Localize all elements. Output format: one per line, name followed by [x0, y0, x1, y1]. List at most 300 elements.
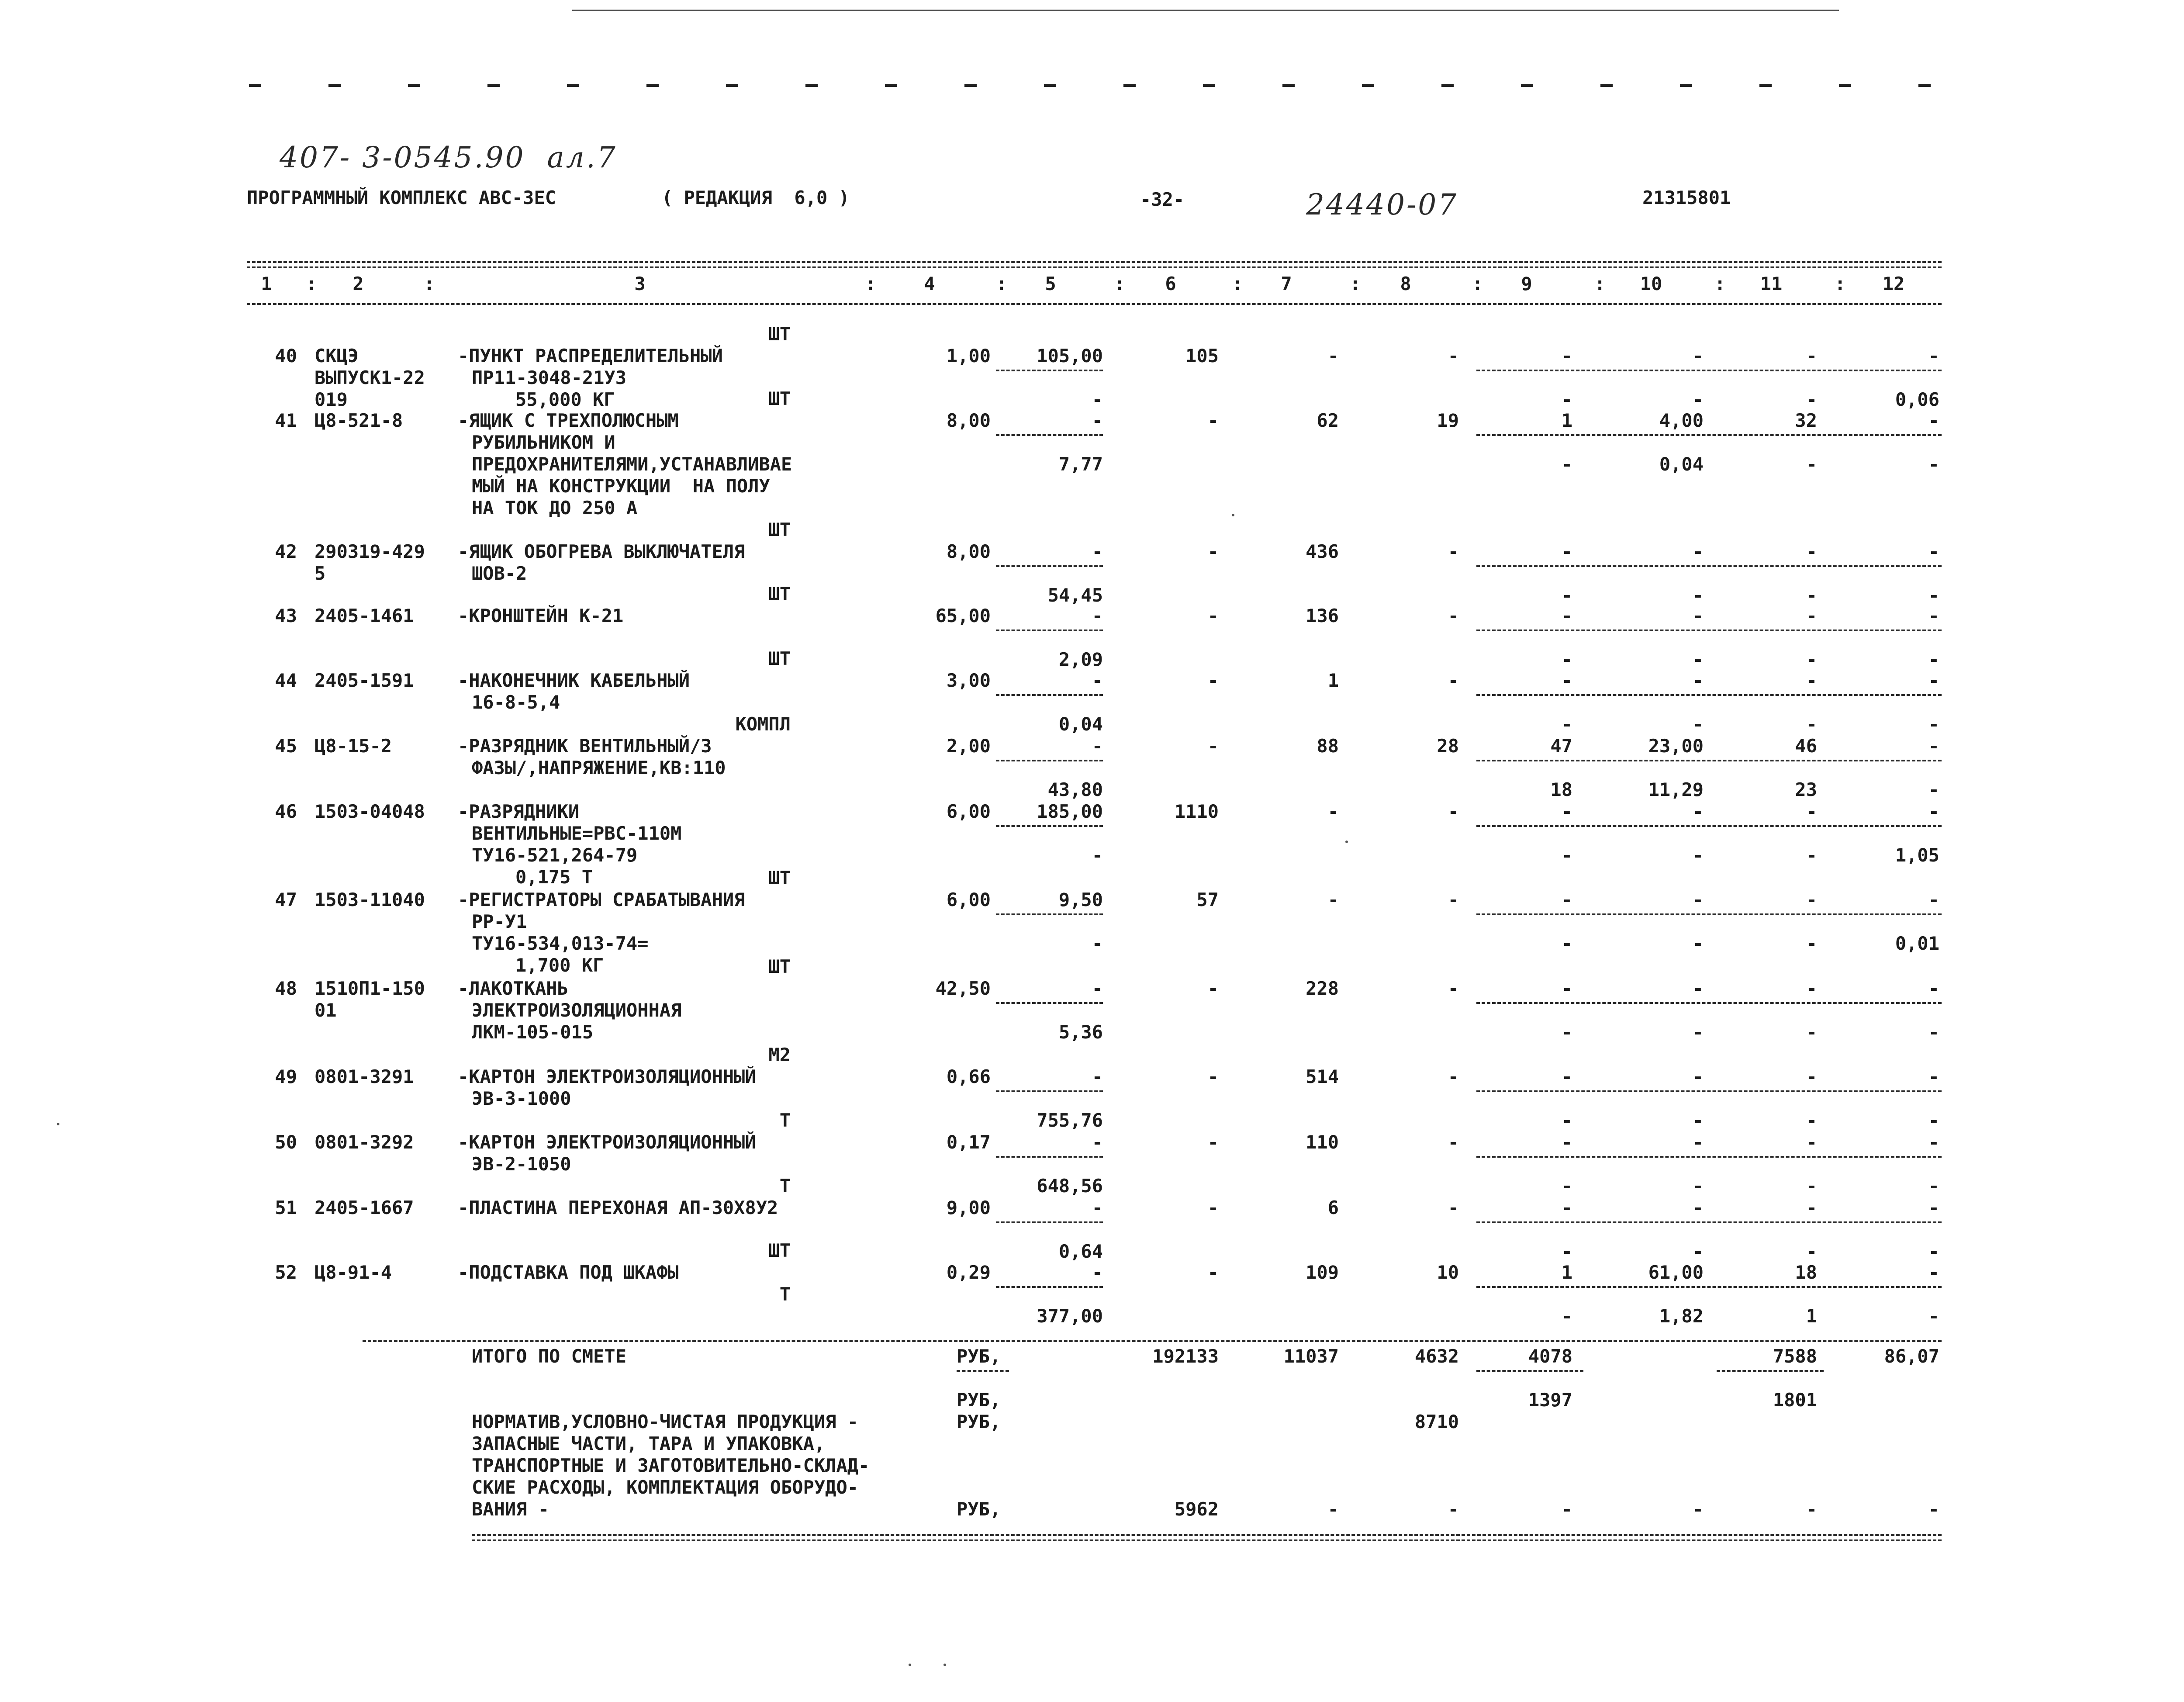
overhead-cell: 1 [1561, 1262, 1572, 1283]
column-header-3: 3 [634, 273, 646, 294]
column-header-6: 6 [1165, 273, 1176, 294]
top-dash [1680, 84, 1692, 87]
overhead-sub-cell: - [1692, 649, 1704, 670]
totals-unit-2: РУБ, [957, 1389, 1001, 1411]
totals-col12: 86,07 [1884, 1346, 1939, 1367]
overhead-cell: - [1928, 978, 1939, 999]
row-description-line: РР-У1 [472, 911, 527, 932]
top-dash [726, 84, 738, 87]
row-description-line: -ПУНКТ РАСПРЕДЕЛИТЕЛЬНЫЙ [458, 345, 723, 367]
bottom-rule-b [472, 1539, 1942, 1541]
machine-cell: 19 [1437, 410, 1459, 431]
row-description-line: ЛКМ-105-015 [472, 1021, 594, 1043]
overhead-cell: - [1692, 1131, 1704, 1153]
overhead-sub-cell: - [1561, 585, 1572, 606]
overhead-rule [1476, 370, 1942, 371]
price-cell: - [1092, 978, 1103, 999]
unit-label: ШТ [768, 648, 791, 669]
unit-label: ШТ [768, 867, 791, 889]
cost-cell: - [1207, 541, 1219, 562]
overhead-sub-cell: - [1928, 1110, 1939, 1131]
top-dash [1044, 84, 1056, 87]
overhead-sub-cell: - [1692, 933, 1704, 954]
price-rule [996, 630, 1103, 631]
overhead-cell: - [1692, 541, 1704, 562]
top-dash [1839, 84, 1851, 87]
labor-cell: 62 [1317, 410, 1339, 431]
overhead-cell: - [1561, 605, 1572, 626]
price-rule [996, 1221, 1103, 1223]
top-dash [487, 84, 500, 87]
overhead-cell: - [1928, 410, 1939, 431]
row-description-line: НА ТОК ДО 250 А [472, 497, 638, 519]
price-sub-cell: 2,09 [1058, 649, 1103, 670]
overhead-cell: - [1928, 889, 1939, 910]
overhead-sub-cell: 1,82 [1659, 1305, 1704, 1327]
header-rule-mid [247, 266, 1942, 268]
overhead-sub-cell: - [1692, 1110, 1704, 1131]
column-header-4: 4 [924, 273, 935, 294]
price-rule [996, 1286, 1103, 1288]
header-rule-top [247, 261, 1942, 263]
column-separator: : [1114, 273, 1125, 294]
totals-col9-rule [1476, 1370, 1583, 1372]
overhead-cell: - [1692, 670, 1704, 691]
overhead-sub-cell: - [1561, 1110, 1572, 1131]
price-cell: 105,00 [1037, 345, 1103, 367]
cost-cell: - [1207, 978, 1219, 999]
quantity-cell: 65,00 [935, 605, 991, 626]
column-header-1: 1 [261, 273, 272, 294]
overhead-sub-cell: - [1806, 453, 1817, 475]
row-description-line: -КАРТОН ЭЛЕКТРОИЗОЛЯЦИОННЫЙ [458, 1131, 756, 1153]
top-dash [805, 84, 818, 87]
overhead-rule [1476, 825, 1942, 827]
quantity-cell: 6,00 [946, 801, 991, 822]
overhead-sub-cell: - [1928, 1241, 1939, 1262]
top-rule [572, 10, 1839, 11]
labor-cell: 110 [1306, 1131, 1339, 1153]
spare-empty-cell: - [1448, 1498, 1459, 1520]
cost-cell: 1110 [1174, 801, 1219, 822]
price-cell: - [1092, 410, 1103, 431]
overhead-sub-cell: 23 [1795, 779, 1817, 800]
overhead-sub-cell: - [1928, 1175, 1939, 1197]
overhead-sub-cell: - [1806, 1241, 1817, 1262]
row-code: 0801-3291 [314, 1066, 414, 1087]
column-separator: : [1835, 273, 1846, 294]
cost-cell: - [1207, 410, 1219, 431]
row-number: 47 [275, 889, 297, 910]
top-dash [1918, 84, 1931, 87]
cost-cell: 105 [1185, 345, 1219, 367]
machine-cell: - [1448, 345, 1459, 367]
row-description-line: 0,175 Т [515, 866, 593, 888]
row-number: 44 [275, 670, 297, 691]
row-number: 52 [275, 1262, 297, 1283]
top-dash [567, 84, 579, 87]
column-separator: : [306, 273, 317, 294]
machine-cell: - [1448, 1131, 1459, 1153]
price-sub-cell: 54,45 [1047, 585, 1103, 606]
overhead-cell: - [1692, 889, 1704, 910]
spare-parts-line: ТРАНСПОРТНЫЕ И ЗАГОТОВИТЕЛЬНО-СКЛАД- [472, 1455, 870, 1476]
spare-empty-cell: - [1561, 1498, 1572, 1520]
top-dash [1282, 84, 1295, 87]
overhead-rule [1476, 913, 1942, 915]
price-cell: 9,50 [1058, 889, 1103, 910]
bottom-rule-a [472, 1534, 1942, 1536]
row-description-line: -РЕГИСТРАТОРЫ СРАБАТЫВАНИЯ [458, 889, 745, 910]
top-dash [1203, 84, 1215, 87]
machine-cell: - [1448, 605, 1459, 626]
row-description-line: ЭЛЕКТРОИЗОЛЯЦИОННАЯ [472, 1000, 682, 1021]
overhead-cell: 32 [1795, 410, 1817, 431]
quantity-cell: 3,00 [946, 670, 991, 691]
unit-label: Т [779, 1175, 791, 1197]
price-sub-cell: 377,00 [1037, 1305, 1103, 1327]
price-cell: 185,00 [1037, 801, 1103, 822]
row-number: 50 [275, 1131, 297, 1153]
quantity-cell: 0,29 [946, 1262, 991, 1283]
overhead-cell: - [1806, 1131, 1817, 1153]
program-title: ПРОГРАММНЫЙ КОМПЛЕКС АВС-ЗЕС [247, 187, 556, 208]
overhead-sub-cell: - [1561, 649, 1572, 670]
price-cell: - [1092, 735, 1103, 757]
labor-cell: - [1327, 345, 1339, 367]
overhead-sub-cell: - [1806, 1021, 1817, 1043]
overhead-sub-cell: - [1561, 389, 1572, 410]
totals-col11: 7588 [1773, 1346, 1817, 1367]
labor-cell: 136 [1306, 605, 1339, 626]
overhead-sub-cell: - [1806, 389, 1817, 410]
handwritten-doc-ref: 407- 3-0545.90 ал.7 [280, 141, 617, 174]
overhead-cell: - [1928, 1262, 1939, 1283]
price-sub-cell: 755,76 [1037, 1110, 1103, 1131]
spare-parts-line: СКИЕ РАСХОДЫ, КОМПЛЕКТАЦИЯ ОБОРУДО- [472, 1477, 859, 1498]
totals-unit-rule [957, 1370, 1009, 1372]
row-description-line: 55,000 КГ [515, 389, 615, 410]
row-number: 49 [275, 1066, 297, 1087]
labor-cell: 88 [1317, 735, 1339, 757]
column-separator: : [865, 273, 876, 294]
machine-cell: - [1448, 978, 1459, 999]
row-description-line: ВЕНТИЛЬНЫЕ=РВС-110М [472, 823, 682, 844]
spare-empty-cell: - [1692, 1498, 1704, 1520]
price-sub-cell: - [1092, 844, 1103, 866]
row-description-line: -РАЗРЯДНИК ВЕНТИЛЬНЫЙ/3 [458, 735, 712, 757]
overhead-sub-cell: - [1928, 1305, 1939, 1327]
price-rule [996, 825, 1103, 827]
cost-cell: - [1207, 1131, 1219, 1153]
row-description-line: ТУ16-534,013-74= [472, 933, 649, 954]
column-header-2: 2 [352, 273, 364, 294]
overhead-cell: - [1928, 605, 1939, 626]
overhead-sub-cell: 0,01 [1895, 933, 1939, 954]
machine-cell: - [1448, 889, 1459, 910]
overhead-cell: - [1928, 1131, 1939, 1153]
top-dash [1600, 84, 1613, 87]
overhead-sub-cell: - [1561, 1021, 1572, 1043]
row-description-line: -ПЛАСТИНА ПЕРЕХОНАЯ АП-30Х8У2 [458, 1197, 778, 1218]
unit-label-tail: Т [779, 1283, 791, 1305]
overhead-sub-cell: 0,06 [1895, 389, 1939, 410]
cost-cell: - [1207, 735, 1219, 757]
spare-parts-line: ВАНИЯ - [472, 1498, 549, 1520]
top-dash [1521, 84, 1533, 87]
overhead-sub-cell: - [1692, 713, 1704, 735]
overhead-sub-cell: - [1561, 453, 1572, 475]
totals-label: ИТОГО ПО СМЕТЕ [472, 1346, 627, 1367]
row-number: 51 [275, 1197, 297, 1218]
labor-cell: - [1327, 801, 1339, 822]
overhead-cell: 46 [1795, 735, 1817, 757]
column-separator: : [1594, 273, 1606, 294]
price-cell: - [1092, 1197, 1103, 1218]
top-dash [646, 84, 659, 87]
overhead-rule [1476, 760, 1942, 761]
price-rule [996, 434, 1103, 436]
row-description-line: -ЛАКОТКАНЬ [458, 978, 568, 999]
overhead-cell: - [1692, 978, 1704, 999]
overhead-cell: 23,00 [1648, 735, 1704, 757]
overhead-sub-cell: - [1561, 713, 1572, 735]
overhead-cell: - [1561, 541, 1572, 562]
price-sub-cell: 43,80 [1047, 779, 1103, 800]
column-header-11: 11 [1760, 273, 1783, 294]
overhead-sub-cell: - [1806, 713, 1817, 735]
overhead-cell: 47 [1550, 735, 1572, 757]
unit-label: ШТ [768, 323, 791, 345]
totals-unit: РУБ, [957, 1346, 1001, 1367]
overhead-cell: - [1928, 541, 1939, 562]
overhead-sub-cell: - [1928, 453, 1939, 475]
column-separator: : [1472, 273, 1483, 294]
overhead-cell: - [1561, 1197, 1572, 1218]
price-cell: - [1092, 605, 1103, 626]
overhead-cell: - [1806, 670, 1817, 691]
price-rule [996, 694, 1103, 696]
row-description-line: РУБИЛЬНИКОМ И [472, 432, 615, 453]
overhead-sub-cell: - [1692, 389, 1704, 410]
row-code: СКЦЭ [314, 345, 359, 367]
column-header-8: 8 [1400, 273, 1411, 294]
overhead-sub-cell: - [1806, 1175, 1817, 1197]
row-description-line: ШОВ-2 [472, 563, 527, 584]
row-code: 2405-1461 [314, 605, 414, 626]
row-description-line: ПРЕДОХРАНИТЕЛЯМИ,УСТАНАВЛИВАЕ [472, 453, 792, 475]
row-description-line: -ЯЩИК С ТРЕХПОЛЮСНЫМ [458, 410, 679, 431]
row-code: 1510П1-150 [314, 978, 425, 999]
overhead-sub-cell: - [1561, 933, 1572, 954]
quantity-cell: 9,00 [946, 1197, 991, 1218]
price-cell: - [1092, 541, 1103, 562]
overhead-rule [1476, 630, 1942, 631]
top-dash [1441, 84, 1454, 87]
row-code: 5 [314, 563, 326, 584]
overhead-cell: - [1928, 345, 1939, 367]
totals-col11-rule [1717, 1370, 1824, 1372]
overhead-cell: - [1692, 345, 1704, 367]
machine-cell: 28 [1437, 735, 1459, 757]
price-cell: - [1092, 1066, 1103, 1087]
overhead-cell: - [1928, 801, 1939, 822]
cost-cell: 57 [1196, 889, 1219, 910]
row-code: Ц8-15-2 [314, 735, 392, 757]
overhead-sub-cell: - [1928, 1021, 1939, 1043]
overhead-cell: - [1561, 1066, 1572, 1087]
overhead-cell: - [1561, 889, 1572, 910]
column-header-7: 7 [1281, 273, 1292, 294]
spare-unit: РУБ, [957, 1498, 1001, 1520]
price-cell: - [1092, 1131, 1103, 1153]
top-dash [328, 84, 341, 87]
overhead-rule [1476, 1090, 1942, 1092]
price-cell: - [1092, 1262, 1103, 1283]
spare-cost: 5962 [1174, 1498, 1219, 1520]
price-sub-cell: 0,04 [1058, 713, 1103, 735]
overhead-sub-cell: - [1806, 649, 1817, 670]
machine-cell: 10 [1437, 1262, 1459, 1283]
document-code: 21315801 [1642, 187, 1731, 208]
overhead-sub-cell: - [1928, 649, 1939, 670]
overhead-cell: - [1928, 1066, 1939, 1087]
norm-label: НОРМАТИВ,УСЛОВНО-ЧИСТАЯ ПРОДУКЦИЯ - [472, 1411, 859, 1432]
overhead-cell: 18 [1795, 1262, 1817, 1283]
overhead-sub-cell: - [1692, 844, 1704, 866]
overhead-cell: - [1692, 801, 1704, 822]
overhead-rule [1476, 694, 1942, 696]
row-number: 42 [275, 541, 297, 562]
speck [57, 1123, 59, 1125]
overhead-cell: - [1806, 541, 1817, 562]
price-rule [996, 1156, 1103, 1158]
column-header-9: 9 [1521, 273, 1532, 294]
overhead-cell: - [1561, 1131, 1572, 1153]
row-description-line: ФАЗЫ/,НАПРЯЖЕНИЕ,КВ:110 [472, 757, 726, 778]
column-separator: : [1232, 273, 1243, 294]
row-code: 1503-04048 [314, 801, 425, 822]
unit-label: ШТ [768, 519, 791, 540]
row-code: 0801-3292 [314, 1131, 414, 1153]
overhead-cell: - [1928, 1197, 1939, 1218]
overhead-cell: - [1928, 735, 1939, 757]
labor-cell: - [1327, 889, 1339, 910]
totals-col9: 4078 [1528, 1346, 1572, 1367]
row-number: 46 [275, 801, 297, 822]
top-dash [1362, 84, 1374, 87]
overhead-sub-cell: 1 [1806, 1305, 1817, 1327]
machine-cell: - [1448, 670, 1459, 691]
price-sub-cell: 648,56 [1037, 1175, 1103, 1197]
quantity-cell: 6,00 [946, 889, 991, 910]
row-description-line: ТУ16-521,264-79 [472, 844, 638, 866]
row-code: Ц8-91-4 [314, 1262, 392, 1283]
row-description-line: ЭВ-2-1050 [472, 1153, 571, 1175]
overhead-cell: - [1692, 1066, 1704, 1087]
speck [943, 1664, 946, 1666]
price-sub-cell: 0,64 [1058, 1241, 1103, 1262]
overhead-cell: - [1561, 345, 1572, 367]
price-rule [996, 565, 1103, 567]
overhead-cell: - [1561, 670, 1572, 691]
quantity-cell: 2,00 [946, 735, 991, 757]
cost-cell: - [1207, 1066, 1219, 1087]
price-sub-cell: - [1092, 389, 1103, 410]
price-sub-cell: 5,36 [1058, 1021, 1103, 1043]
overhead-sub-cell: - [1928, 779, 1939, 800]
speck [1345, 841, 1348, 843]
quantity-cell: 1,00 [946, 345, 991, 367]
quantity-cell: 0,66 [946, 1066, 991, 1087]
overhead-sub-cell: - [1692, 1175, 1704, 1197]
row-code: 2405-1667 [314, 1197, 414, 1218]
overhead-rule [1476, 1286, 1942, 1288]
totals-cost: 192133 [1152, 1346, 1219, 1367]
speck [909, 1664, 911, 1666]
quantity-cell: 8,00 [946, 541, 991, 562]
overhead-sub-cell: - [1806, 933, 1817, 954]
overhead-cell: - [1692, 605, 1704, 626]
totals-machine: 4632 [1414, 1346, 1459, 1367]
overhead-sub-cell: - [1561, 1305, 1572, 1327]
labor-cell: 228 [1306, 978, 1339, 999]
unit-label: Т [779, 1110, 791, 1131]
overhead-sub-cell: 18 [1550, 779, 1572, 800]
overhead-sub-cell: - [1928, 585, 1939, 606]
cost-cell: - [1207, 670, 1219, 691]
column-header-5: 5 [1045, 273, 1056, 294]
handwritten-doc-number: 24440-07 [1306, 188, 1458, 221]
unit-label: ШТ [768, 956, 791, 977]
row-number: 45 [275, 735, 297, 757]
overhead-sub-cell: - [1692, 1241, 1704, 1262]
overhead-rule [1476, 1221, 1942, 1223]
row-description-line: 16-8-5,4 [472, 692, 560, 713]
speck [1232, 514, 1234, 516]
row-number: 43 [275, 605, 297, 626]
overhead-cell: - [1806, 801, 1817, 822]
overhead-rule [1476, 1002, 1942, 1004]
row-code: Ц8-521-8 [314, 410, 403, 431]
cost-cell: - [1207, 1262, 1219, 1283]
top-dash [249, 84, 261, 87]
norm-machine: 8710 [1414, 1411, 1459, 1432]
spare-empty-cell: - [1928, 1498, 1939, 1520]
price-rule [996, 760, 1103, 761]
column-separator: : [996, 273, 1007, 294]
page-number: -32- [1140, 189, 1185, 210]
machine-cell: - [1448, 801, 1459, 822]
quantity-cell: 8,00 [946, 410, 991, 431]
top-dash [1123, 84, 1136, 87]
price-rule [996, 370, 1103, 371]
overhead-cell: 4,00 [1659, 410, 1704, 431]
overhead-sub-cell: - [1692, 585, 1704, 606]
price-rule [996, 1090, 1103, 1092]
overhead-cell: - [1806, 605, 1817, 626]
machine-cell: - [1448, 1066, 1459, 1087]
labor-cell: 514 [1306, 1066, 1339, 1087]
overhead-sub-cell: 11,29 [1648, 779, 1704, 800]
row-description-line: -КАРТОН ЭЛЕКТРОИЗОЛЯЦИОННЫЙ [458, 1066, 756, 1087]
unit-label: ШТ [768, 583, 791, 605]
overhead-sub-cell: - [1692, 1021, 1704, 1043]
overhead-rule [1476, 1156, 1942, 1158]
labor-cell: 109 [1306, 1262, 1339, 1283]
overhead-sub-cell: - [1806, 585, 1817, 606]
labor-cell: 6 [1327, 1197, 1339, 1218]
